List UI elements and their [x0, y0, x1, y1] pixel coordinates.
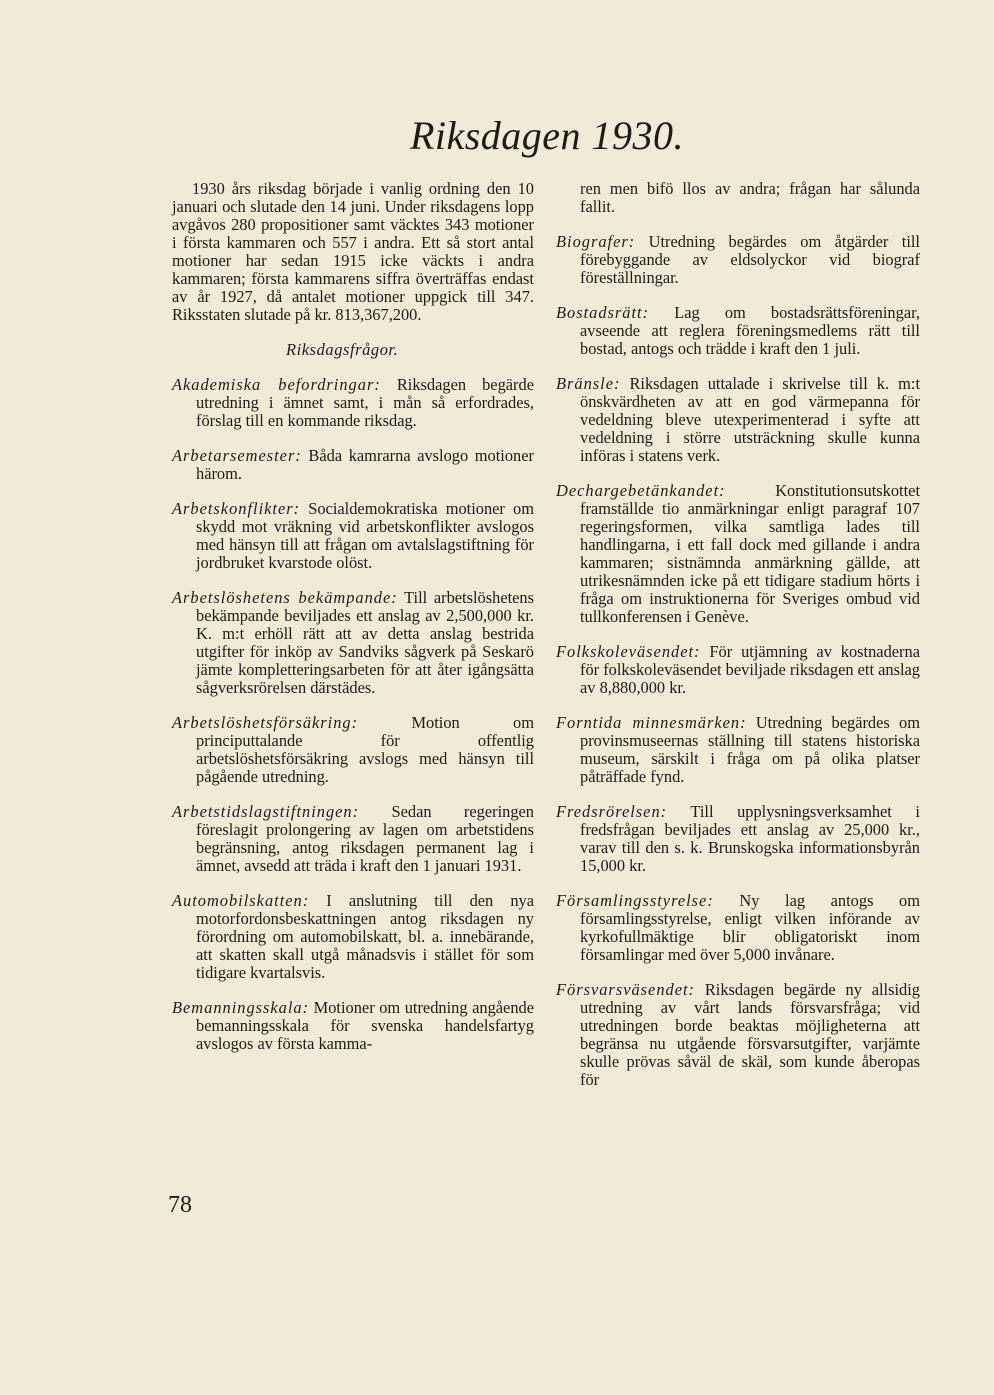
entry-text: Utredning begärdes om åtgärder till förebyggande av eldsolyckor vid biograf föreställningar. — [580, 232, 920, 287]
entry-term: Dechargebetänkandet: — [556, 481, 726, 500]
intro-paragraph: 1930 års riksdag började i vanlig ordning den 10 januari och slutade den 14 juni. Under riksdagens lopp avgåvos 280 propositioner samt väcktes 343 motioner i första kammaren och 557 i andra. Ett så stort antal motioner har sedan 1915 icke väckts i andra kammaren; första kammarens siffra överträffas endast av år 1927, då antalet motioner uppgick till 347. Riksstaten slutade på kr. 813,367,200. — [172, 179, 534, 324]
entry-term: Arbetslöshetsförsäkring: — [172, 713, 359, 732]
entry-text: Ny lag antogs om församlingsstyrelse, enligt vilken införande av kyrkofullmäktige blir obligatoriskt inom församlingar med över 5,000 invånare. — [580, 891, 920, 964]
entry-term: Arbetskonflikter: — [172, 499, 301, 518]
entry-text: Riksdagen begärde ny allsidig utredning av vårt lands försvarsfråga; vid utredningen borde beaktas möjligheterna att begränsa nu utgående försvarsutgifter, varjämte skulle prövas såväl de skäl, som kunde åberopas för — [580, 980, 920, 1089]
entry — [556, 981, 920, 1089]
entry — [556, 375, 920, 465]
section-heading: Riksdagsfrågor. — [286, 340, 399, 359]
entry — [172, 892, 534, 982]
entry — [172, 803, 534, 875]
entry-text: Konstitutionsutskottet framställde tio anmärkningar enligt paragraf 107 regeringsformen, vilka samtliga lades till handlingarna, i ett fall dock med gillande i andra kammaren; sistnämnda anmärkning gällde, att utrikesnämnden icke på ett tidigare stadium hörts i fråga om instruktionerna för Sveriges ombud vid tullkonferensen i Genève. — [580, 481, 920, 626]
entry-text: För utjämning av kostnaderna för folkskoleväsendet beviljade riksdagen ett anslag av 8,880,000 kr. — [580, 642, 920, 697]
entry — [556, 233, 920, 287]
entry — [172, 999, 534, 1053]
continuation-text: ren men bifö llos av andra; frågan har sålunda fallit. — [580, 179, 920, 216]
entry-term: Försvarsväsendet: — [556, 980, 695, 999]
right-column — [556, 180, 920, 1106]
entry — [556, 482, 920, 626]
entry-text: Motion om principuttalande för offentlig arbetslöshetsförsäkring avslogs med hänsyn till pågående utredning. — [196, 713, 534, 786]
entry-term: Fredsrörelsen: — [556, 802, 668, 821]
entry-text: Båda kamrarna avslogo motioner härom. — [196, 446, 534, 483]
entry — [172, 589, 534, 697]
page-number: 78 — [168, 1192, 192, 1218]
entry-term: Folkskoleväsendet: — [556, 642, 701, 661]
entry — [172, 714, 534, 786]
entry-term: Bostadsrätt: — [556, 303, 650, 322]
entry-text: Riksdagen uttalade i skrivelse till k. m:t önskvärdheten av att en god värmepanna för vedeldning bleve utexperimenterad i syfte att vedeldning i större utsträckning skulle kunna införas i statens verk. — [580, 374, 920, 465]
entry-text: Till upplysningsverksamhet i fredsfrågan beviljades ett anslag av 25,000 kr., varav till den s. k. Brunskogska informationsbyrån 15,000 kr. — [580, 802, 920, 875]
page-title: Riksdagen 1930. — [409, 113, 685, 158]
entry-term: Bemanningsskala: — [172, 998, 310, 1017]
entry — [172, 447, 534, 483]
entry-text: Riksdagen begärde utredning i ämnet samt, i mån så erfordrades, förslag till en kommande riksdag. — [196, 375, 534, 430]
entry — [556, 714, 920, 786]
entry — [556, 643, 920, 697]
entry-text: Sedan regeringen föreslagit prolongering av lagen om arbetstidens begränsning, antog riksdagen permanent lag i ämnet, avsedd att träda i kraft den 1 januari 1931. — [196, 802, 534, 875]
entry-text: Socialdemokratiska motioner om skydd mot vräkning vid arbetskonflikter avslogos med hänsyn till att frågan om avtalslagstiftning för jordbruket kvarstode olöst. — [196, 499, 534, 572]
entry-text: Motioner om utredning angående bemanningsskala för svenska handelsfartyg avslogos av första kamma- — [196, 998, 534, 1053]
entry-text: Lag om bostadsrättsföreningar, avseende att reglera föreningsmedlems rätt till bostad, antogs och trädde i kraft den 1 juli. — [580, 303, 920, 358]
entry — [556, 304, 920, 358]
entry-text: Utredning begärdes om provinsmuseernas ställning till statens historiska museum, särskilt i fråga om på olika platser påträffade fynd. — [580, 713, 920, 786]
entry-term: Forntida minnesmärken: — [556, 713, 747, 732]
entry-text: I anslutning till den nya motorfordonsbeskattningen antog riksdagen ny förordning om automobilskatt, bl. a. innebärande, att skatten skall utgå månadsvis i stället för som tidigare kvartalsvis. — [196, 891, 534, 982]
entry-term: Arbetarsemester: — [172, 446, 302, 465]
entry-term: Församlingsstyrelse: — [556, 891, 714, 910]
entry-text: Till arbetslöshetens bekämpande beviljades ett anslag av 2,500,000 kr. K. m:t erhöll rätt att av detta anslag bestrida utgifter för inköp av Sandviks sågverk på Seskarö jämte kompletteringsarbeten för att åter igångsätta sågverksrörelsen därstädes. — [196, 588, 534, 697]
entry — [172, 376, 534, 430]
entry — [172, 500, 534, 572]
entry-term: Akademiska befordringar: — [172, 375, 381, 394]
entry — [556, 803, 920, 875]
entry-term: Bränsle: — [556, 374, 621, 393]
entry — [556, 892, 920, 964]
entry-term: Arbetslöshetens bekämpande: — [172, 588, 398, 607]
left-column — [172, 180, 534, 1070]
entry-term: Biografer: — [556, 232, 636, 251]
entry-term: Automobilskatten: — [172, 891, 310, 910]
entry-term: Arbetstidslagstiftningen: — [172, 802, 360, 821]
